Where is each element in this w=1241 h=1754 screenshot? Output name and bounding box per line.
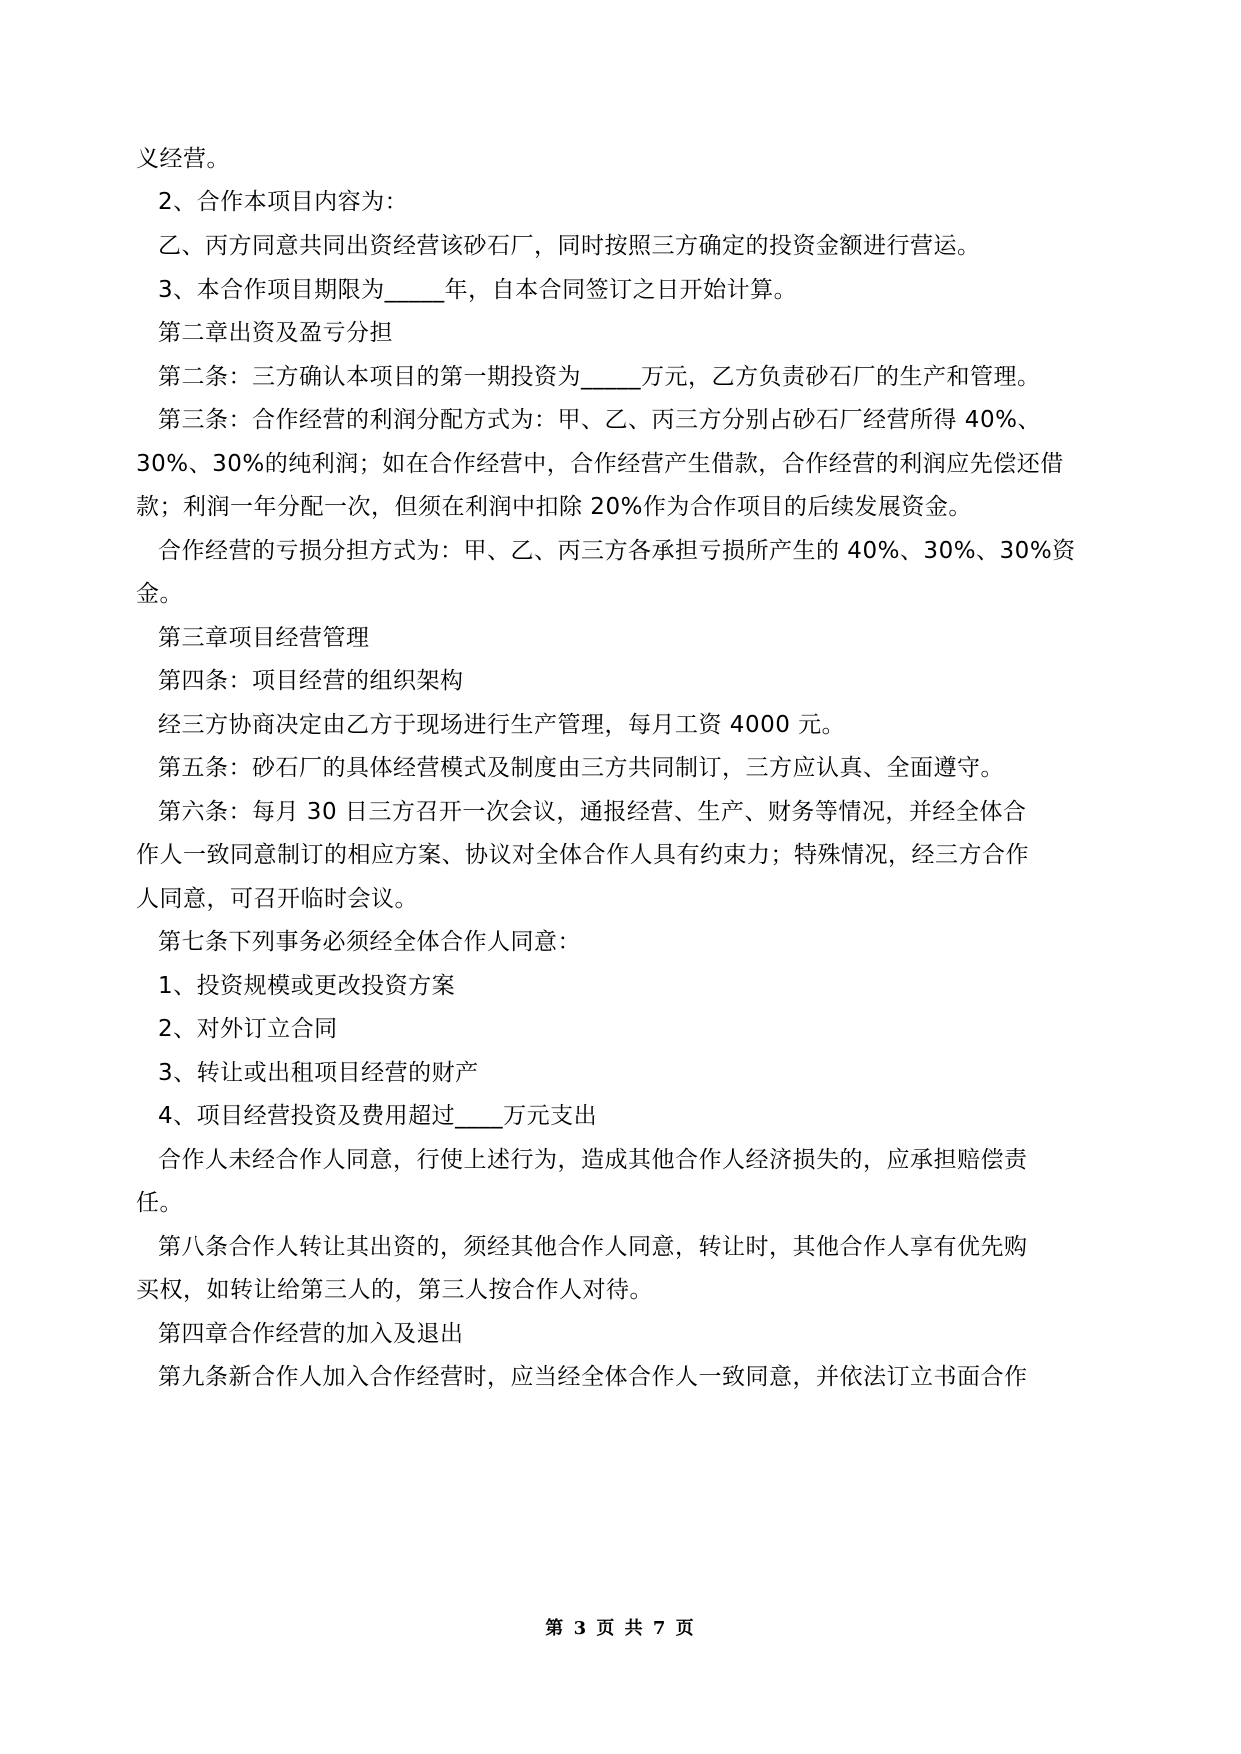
text-line: 作人一致同意制订的相应方案、协议对全体合作人具有约束力；特殊情况，经三方合作 (136, 842, 1029, 868)
text-line: 金。 (136, 581, 183, 607)
text-line: 合作经营的亏损分担方式为：甲、乙、丙三方各承担亏损所产生的 40%、30%、30%资 (158, 538, 1076, 564)
page-footer (0, 1618, 1241, 1640)
text-line: 30%、30%的纯利润；如在合作经营中，合作经营产生借款，合作经营的利润应先偿还借 (136, 451, 1064, 477)
text-line: 第四条：项目经营的组织架构 (158, 668, 464, 694)
text-line: 第九条新合作人加入合作经营时，应当经全体合作人一致同意，并依法订立书面合作 (158, 1364, 1028, 1390)
text-line: 第六条：每月 30 日三方召开一次会议，通报经营、生产、财务等情况，并经全体合 (158, 799, 1027, 825)
text-line: 人同意，可召开临时会议。 (136, 886, 418, 912)
text-line: 买权，如转让给第三人的，第三人按合作人对待。 (136, 1277, 653, 1303)
text-line: 经三方协商决定由乙方于现场进行生产管理，每月工资 4000 元。 (158, 712, 846, 738)
text-line: 3、本合作项目期限为_____年，自本合同签订之日开始计算。 (158, 277, 798, 303)
text-line: 2、合作本项目内容为： (158, 189, 409, 215)
text-line: 第七条下列事务必须经全体合作人同意： (158, 929, 581, 955)
text-line: 款；利润一年分配一次，但须在利润中扣除 20%作为合作项目的后续发展资金。 (136, 494, 972, 520)
page-number: 第 3 页 共 7 页 (545, 1618, 696, 1639)
chapter-heading: 第四章合作经营的加入及退出 (158, 1321, 464, 1347)
text-line: 义经营。 (136, 146, 230, 172)
list-item: 2、对外订立合同 (158, 1016, 338, 1042)
text-line: 乙、丙方同意共同出资经营该砂石厂，同时按照三方确定的投资金额进行营运。 (158, 233, 981, 259)
text-line: 第五条：砂石厂的具体经营模式及制度由三方共同制订，三方应认真、全面遵守。 (158, 755, 1004, 781)
text-line: 合作人未经合作人同意，行使上述行为，造成其他合作人经济损失的，应承担赔偿责 (158, 1147, 1028, 1173)
list-item: 1、投资规模或更改投资方案 (158, 973, 456, 999)
chapter-heading: 第二章出资及盈亏分担 (158, 320, 393, 346)
list-item: 4、项目经营投资及费用超过____万元支出 (158, 1103, 598, 1129)
text-line: 第八条合作人转让其出资的，须经其他合作人同意，转让时，其他合作人享有优先购 (158, 1234, 1028, 1260)
text-line: 第二条：三方确认本项目的第一期投资为_____万元，乙方负责砂石厂的生产和管理。 (158, 364, 1041, 390)
text-line: 任。 (136, 1190, 183, 1216)
chapter-heading: 第三章项目经营管理 (158, 625, 370, 651)
list-item: 3、转让或出租项目经营的财产 (158, 1060, 479, 1086)
text-line: 第三条：合作经营的利润分配方式为：甲、乙、丙三方分别占砂石厂经营所得 40%、 (158, 407, 1041, 433)
